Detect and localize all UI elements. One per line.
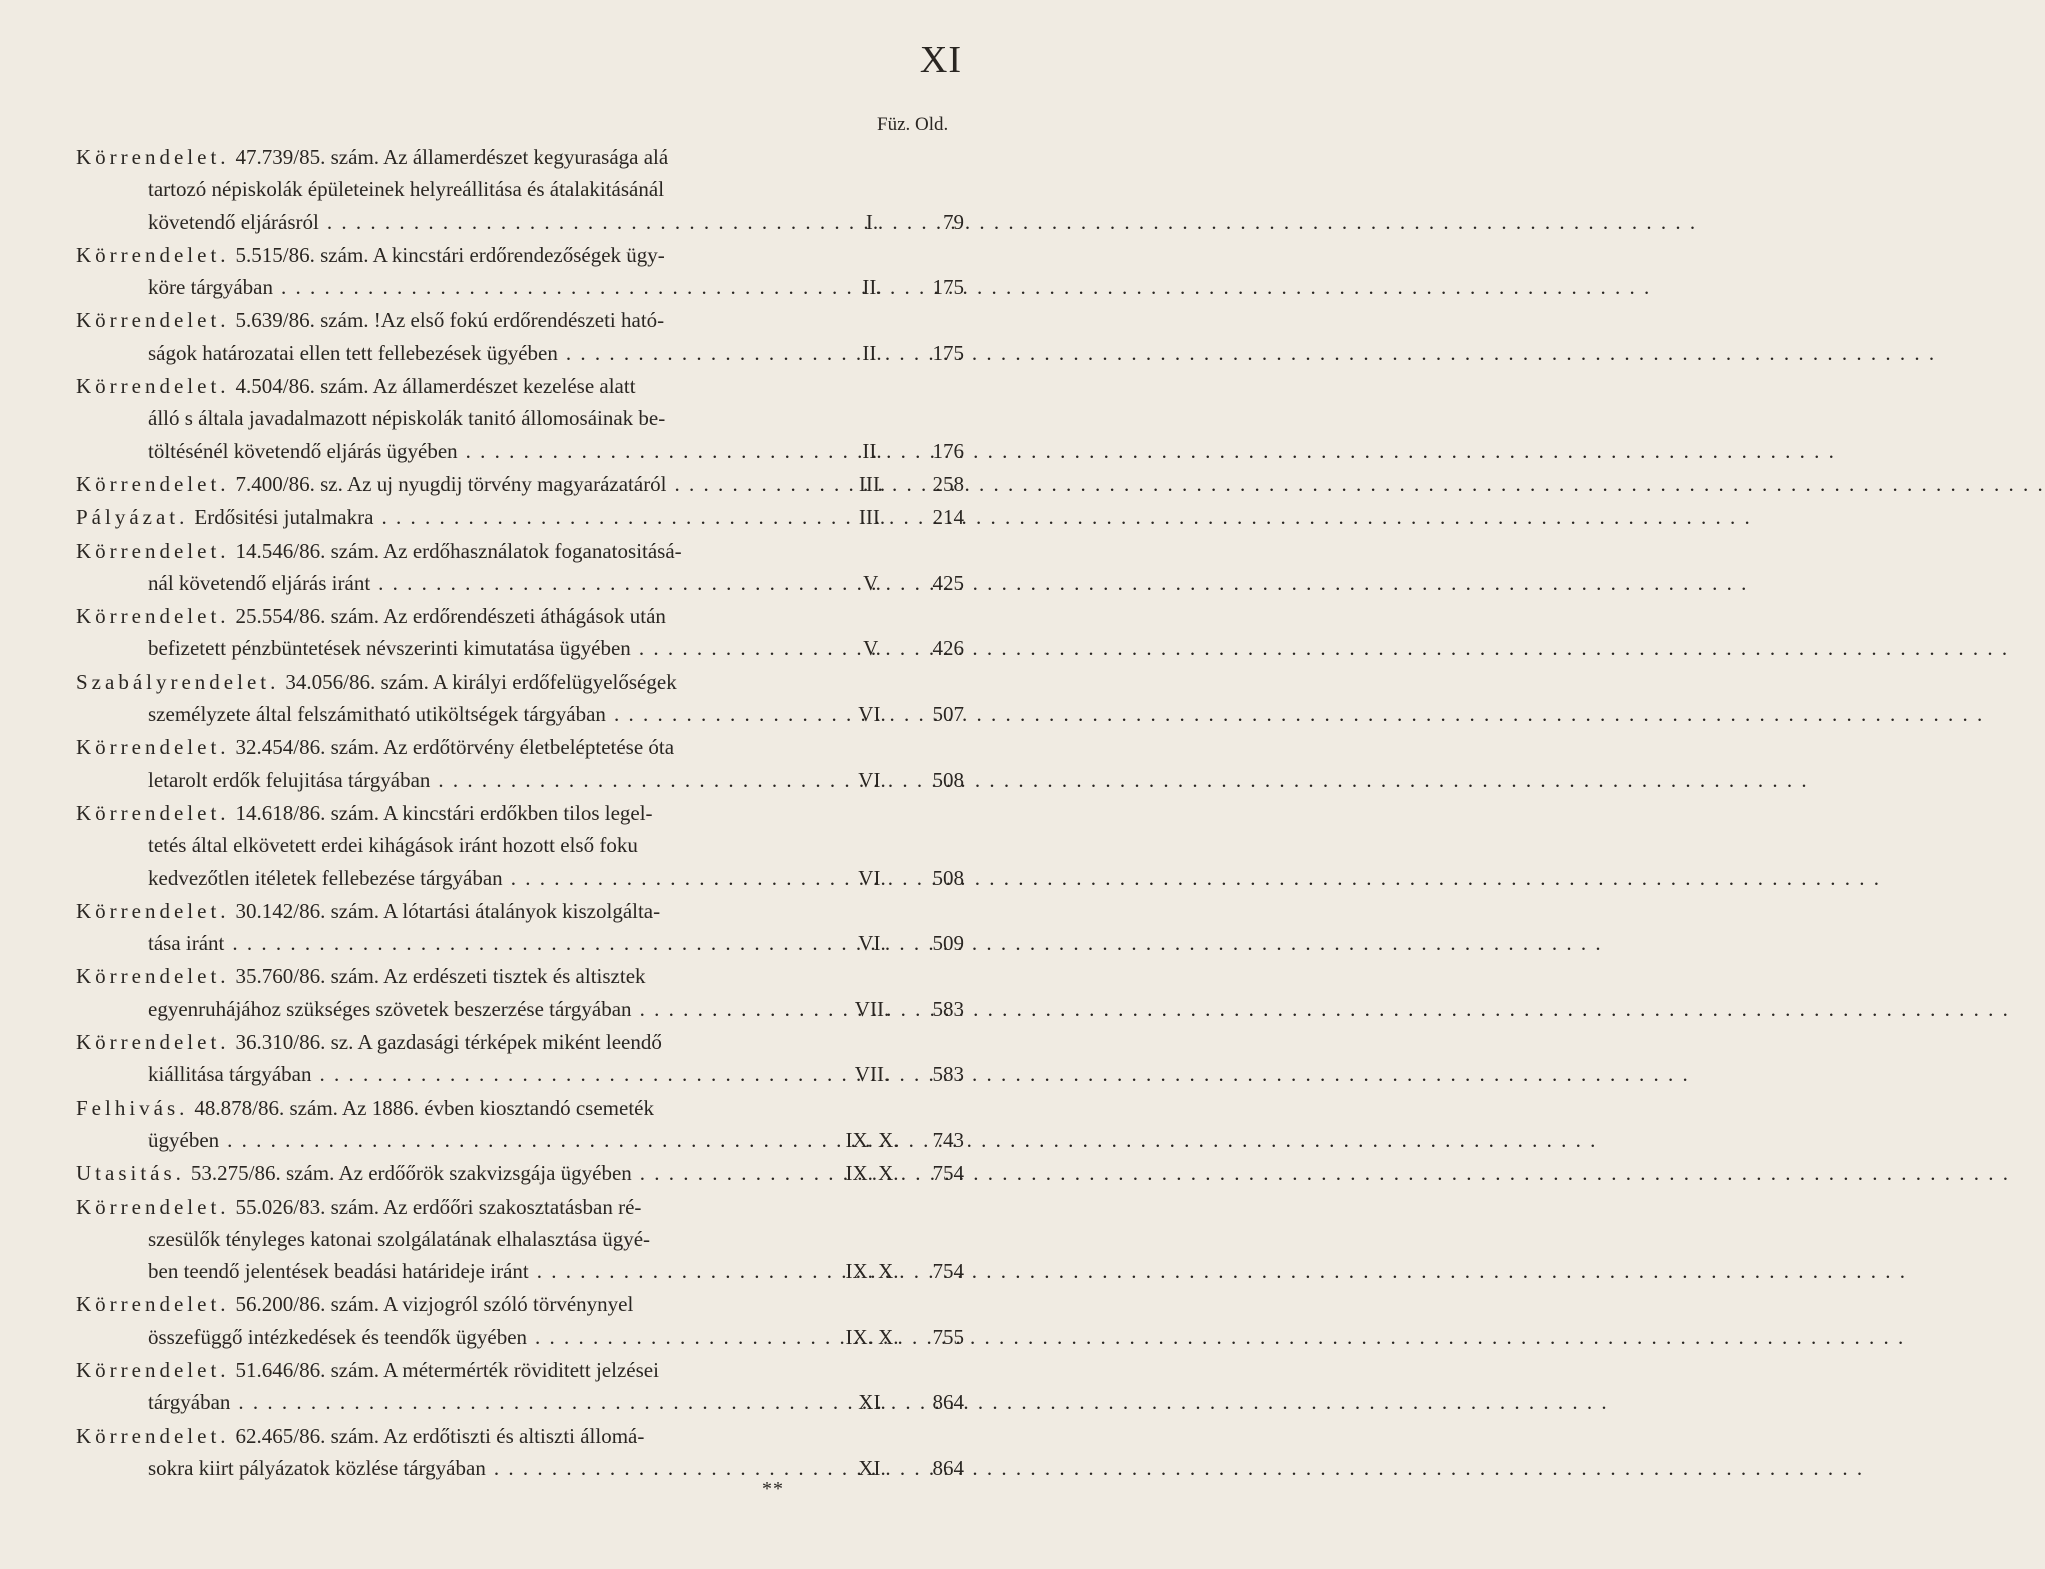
index-list — [76, 141, 964, 1485]
page-ref: 864 — [932, 1455, 964, 1480]
entry-type: Szabályrendelet. — [76, 669, 280, 694]
index-entry — [76, 1026, 964, 1091]
issue-number: VII. — [854, 996, 890, 1021]
entry-text — [76, 402, 836, 434]
entry-line — [76, 600, 964, 632]
page-ref: 508 — [932, 767, 964, 792]
page-ref: 583 — [932, 996, 964, 1021]
page-ref: 425 — [932, 570, 964, 595]
entry-line-text: letarolt erdők felujitása tárgyában — [148, 767, 431, 792]
entry-line-text: töltésénél követendő eljárás ügyében — [148, 438, 458, 463]
entry-text — [76, 206, 836, 238]
leader-dots — [529, 1255, 1907, 1287]
entry-text — [76, 535, 836, 567]
entry-line-text: 14.546/86. szám. Az erdőhasználatok foganatositásá- — [235, 538, 682, 563]
entry-line-text: személyzete által felszámitható utiköltségek tárgyában — [148, 702, 606, 727]
issue-number: IX. X. — [845, 1259, 899, 1284]
entry-text — [76, 731, 836, 763]
entry-line-text: 4.504/86. szám. Az államerdészet kezelése alatt — [235, 374, 636, 399]
entry-type: Körrendelet. — [76, 242, 230, 267]
leader-dots — [319, 206, 1697, 238]
entry-line-text: sokra kiirt pályázatok közlése tárgyában — [148, 1455, 486, 1480]
issue-number: II. — [862, 340, 882, 365]
index-entry — [76, 1157, 964, 1189]
entry-line — [76, 304, 964, 336]
entry-line — [76, 1191, 964, 1223]
entry-text — [76, 1026, 836, 1058]
entry-text — [76, 370, 836, 402]
entry-line — [76, 402, 964, 434]
entry-line — [76, 1420, 964, 1452]
index-entry — [76, 239, 964, 304]
entry-line-text: 62.465/86. szám. Az erdőtiszti és altiszti állomá- — [235, 1423, 645, 1448]
entry-text — [76, 797, 836, 829]
entry-line-text: követendő eljárásról — [148, 209, 319, 234]
leader-dots — [503, 862, 1881, 894]
entry-text — [76, 1058, 836, 1090]
entry-type: Körrendelet. — [76, 308, 230, 333]
entry-text — [76, 1321, 836, 1353]
issue-number: IX. X. — [845, 1324, 899, 1349]
issue-number: VII. — [854, 1062, 890, 1087]
entry-line-text: 48.878/86. szám. Az 1886. évben kiosztandó csemeték — [194, 1095, 654, 1120]
entry-line-text: 5.639/86. szám. !Az első fokú erdőrendészeti ható- — [235, 308, 665, 333]
index-entry — [76, 731, 964, 796]
issue-number: V. — [863, 570, 881, 595]
entry-line-text: 30.142/86. szám. A lótartási átalányok kiszolgálta- — [235, 898, 661, 923]
page-ref: 79 — [943, 209, 964, 234]
entry-type: Körrendelet. — [76, 471, 230, 496]
entry-text — [76, 501, 836, 533]
entry-line — [76, 1288, 964, 1320]
leader-dots — [373, 501, 1751, 533]
entry-line-text: 55.026/83. szám. Az erdőőri szakosztatásban ré- — [235, 1194, 642, 1219]
entry-line-text: összefüggő intézkedések és teendők ügyében — [148, 1324, 528, 1349]
entry-line-text: tása iránt — [148, 931, 225, 956]
index-entry — [76, 1420, 964, 1485]
page-ref: 583 — [932, 1062, 964, 1087]
entry-line — [76, 239, 964, 271]
index-entry — [76, 535, 964, 600]
entry-type: Körrendelet. — [76, 145, 230, 169]
entry-line — [76, 206, 964, 238]
entry-line — [76, 1223, 964, 1255]
entry-text — [76, 1386, 836, 1418]
entry-line — [76, 1058, 964, 1090]
entry-line-text: egyenruhájához szükséges szövetek beszerzése tárgyában — [148, 996, 632, 1021]
entry-line-text: kiállitása tárgyában — [148, 1062, 312, 1087]
entry-text — [76, 829, 836, 861]
entry-line-text: tartozó népiskolák épületeinek helyreállitása és átalakitásánál — [148, 177, 665, 202]
issue-number: III. — [858, 471, 886, 496]
entry-line — [76, 1452, 964, 1484]
entry-line — [76, 1092, 964, 1124]
entry-line — [76, 895, 964, 927]
entry-line — [76, 1124, 964, 1156]
leader-dots — [606, 698, 1984, 730]
index-entry — [76, 1092, 964, 1157]
entry-type: Körrendelet. — [76, 604, 230, 629]
entry-line — [76, 435, 964, 467]
entry-text — [76, 1420, 836, 1452]
index-entry — [76, 960, 964, 1025]
issue-number: XI. — [858, 1390, 886, 1415]
entry-line-text: szesülők tényleges katonai szolgálatának elhalasztása ügyé- — [148, 1226, 651, 1251]
entry-text — [76, 1157, 836, 1189]
entry-text — [76, 993, 836, 1025]
ornament: ** — [762, 1478, 784, 1500]
leader-dots — [311, 1058, 1689, 1090]
entry-type: Körrendelet. — [76, 1423, 230, 1448]
page-ref: 754 — [932, 1259, 964, 1284]
entry-text — [76, 468, 836, 500]
leader-dots — [458, 435, 1836, 467]
entry-line — [76, 993, 964, 1025]
entry-text — [76, 600, 836, 632]
column-header: Füz. Old. — [877, 114, 949, 135]
page-ref: 426 — [932, 636, 964, 661]
index-entry — [76, 468, 964, 500]
entry-text — [76, 698, 836, 730]
entry-line — [76, 535, 964, 567]
page-ref: 509 — [932, 931, 964, 956]
index-entry — [76, 895, 964, 960]
entry-text — [76, 1288, 836, 1320]
entry-line — [76, 1386, 964, 1418]
entry-type: Körrendelet. — [76, 1030, 230, 1055]
entry-line — [76, 1026, 964, 1058]
entry-line-text: 7.400/86. sz. Az uj nyugdij törvény magyarázatáról — [235, 471, 667, 496]
entry-line-text: Erdősitési jutalmakra — [194, 505, 374, 530]
entry-line — [76, 1354, 964, 1386]
entry-text — [76, 764, 836, 796]
entry-line — [76, 632, 964, 664]
issue-number: IX. X. — [845, 1161, 899, 1186]
entry-line — [76, 173, 964, 205]
index-entry — [76, 501, 964, 533]
entry-text — [76, 1452, 836, 1484]
entry-type: Körrendelet. — [76, 898, 230, 923]
entry-line-text: ben teendő jelentések beadási határideje iránt — [148, 1259, 529, 1284]
index-entry — [76, 1354, 964, 1419]
entry-line-text: 56.200/86. szám. A vizjogról szóló törvénynyel — [235, 1292, 634, 1317]
entry-text — [76, 1255, 836, 1287]
entry-type: Körrendelet. — [76, 538, 230, 563]
entry-text — [76, 1124, 836, 1156]
entry-type: Körrendelet. — [76, 1292, 230, 1317]
entry-line — [76, 731, 964, 763]
entry-text — [76, 1092, 836, 1124]
entry-type: Felhivás. — [76, 1095, 189, 1120]
entry-text — [76, 239, 836, 271]
entry-type: Pályázat. — [76, 505, 189, 530]
index-entry — [76, 370, 964, 467]
leader-dots — [527, 1321, 1905, 1353]
entry-line-text: köre tárgyában — [148, 275, 273, 300]
issue-number: II. — [862, 438, 882, 463]
issue-number: VI. — [858, 931, 886, 956]
entry-line-text: befizetett pénzbüntetések névszerinti kimutatása ügyében — [148, 636, 631, 661]
index-entry — [76, 304, 964, 369]
issue-number: VI. — [858, 702, 886, 727]
entry-type: Körrendelet. — [76, 1357, 230, 1382]
entry-text — [76, 271, 836, 303]
page-ref: 258 — [932, 471, 964, 496]
entry-line-text: tetés által elkövetett erdei kihágások iránt hozott első foku — [148, 833, 638, 858]
entry-line-text: 51.646/86. szám. A métermérték röviditett jelzései — [235, 1357, 659, 1382]
issue-number: IX. X. — [845, 1127, 899, 1152]
leader-dots — [430, 764, 1808, 796]
page-ref: 755 — [932, 1324, 964, 1349]
entry-line-text: 35.760/86. szám. Az erdészeti tisztek és altisztek — [235, 964, 646, 989]
issue-number: I. — [865, 209, 879, 234]
page-ref: 864 — [932, 1390, 964, 1415]
page-ref: 176 — [932, 438, 964, 463]
entry-line — [76, 829, 964, 861]
entry-line — [76, 666, 964, 698]
entry-text — [76, 632, 836, 664]
entry-text — [76, 666, 836, 698]
entry-line — [76, 1157, 964, 1189]
entry-line-text: álló s általa javadalmazott népiskolák tanitó állomosáinak be- — [148, 406, 666, 431]
page-number: XI — [919, 39, 962, 81]
index-entry — [76, 600, 964, 665]
entry-type: Körrendelet. — [76, 1194, 230, 1219]
entry-line-text: 25.554/86. szám. Az erdőrendészeti áthágások után — [235, 604, 666, 629]
index-entry — [76, 666, 964, 731]
entry-line — [76, 960, 964, 992]
page-ref: 743 — [932, 1127, 964, 1152]
entry-text — [76, 1223, 836, 1255]
entry-line — [76, 1321, 964, 1353]
entry-line-text: 53.275/86. szám. Az erdőőrök szakvizsgája ügyében — [190, 1161, 632, 1186]
index-entry — [76, 1191, 964, 1288]
leader-dots — [370, 567, 1748, 599]
entry-line — [76, 862, 964, 894]
entry-line-text: 32.454/86. szám. Az erdőtörvény életbeléptetése óta — [235, 735, 675, 760]
entry-line-text: 14.618/86. szám. A kincstári erdőkben tilos legel- — [235, 800, 653, 825]
issue-number: II. — [862, 275, 882, 300]
entry-line — [76, 698, 964, 730]
entry-type: Körrendelet. — [76, 800, 230, 825]
entry-text — [76, 1191, 836, 1223]
entry-line-text: 36.310/86. sz. A gazdasági térképek miként leendő — [235, 1030, 662, 1055]
entry-type: Körrendelet. — [76, 735, 230, 760]
leader-dots — [558, 337, 1936, 369]
entry-line — [76, 501, 964, 533]
entry-line-text: ságok határozatai ellen tett fellebezések ügyében — [148, 340, 558, 365]
page-ref: 754 — [932, 1161, 964, 1186]
page-ref: 175 — [932, 275, 964, 300]
entry-line-text: kedvezőtlen itéletek fellebezése tárgyában — [148, 865, 503, 890]
entry-text — [76, 862, 836, 894]
entry-text — [76, 304, 836, 336]
entry-line — [76, 927, 964, 959]
entry-text — [76, 173, 836, 205]
entry-line — [76, 797, 964, 829]
entry-line — [76, 764, 964, 796]
entry-type: Körrendelet. — [76, 964, 230, 989]
entry-text — [76, 141, 836, 173]
issue-number: V. — [863, 636, 881, 661]
page-ref: 507 — [932, 702, 964, 727]
entry-line-text: tárgyában — [148, 1390, 231, 1415]
entry-text — [76, 895, 836, 927]
entry-line-text: 5.515/86. szám. A kincstári erdőrendezőségek ügy- — [235, 242, 665, 267]
page-ref: 214 — [932, 505, 964, 530]
entry-line — [76, 1255, 964, 1287]
issue-number: XI. — [858, 1455, 886, 1480]
entry-text — [76, 567, 836, 599]
entry-text — [76, 1354, 836, 1386]
page-ref: 175 — [932, 340, 964, 365]
entry-type: Utasitás. — [76, 1161, 185, 1186]
entry-line — [76, 337, 964, 369]
entry-line — [76, 141, 964, 173]
issue-number: VI. — [858, 865, 886, 890]
entry-line — [76, 370, 964, 402]
page-ref: 508 — [932, 865, 964, 890]
entry-line — [76, 271, 964, 303]
index-entry — [76, 141, 964, 238]
index-entry — [76, 1288, 964, 1353]
entry-line-text: 47.739/85. szám. Az államerdészet kegyurasága alá — [235, 145, 669, 169]
entry-type: Körrendelet. — [76, 374, 230, 399]
entry-text — [76, 435, 836, 467]
issue-number: III. — [858, 505, 886, 530]
entry-line-text: 34.056/86. szám. A királyi erdőfelügyelőségek — [285, 669, 677, 694]
entry-line-text: ügyében — [148, 1127, 220, 1152]
issue-number: VI. — [858, 767, 886, 792]
entry-text — [76, 337, 836, 369]
entry-text — [76, 960, 836, 992]
leader-dots — [486, 1452, 1864, 1484]
entry-text — [76, 927, 836, 959]
index-entry — [76, 797, 964, 894]
entry-line-text: nál követendő eljárás iránt — [148, 570, 371, 595]
entry-line — [76, 468, 964, 500]
entry-line — [76, 567, 964, 599]
